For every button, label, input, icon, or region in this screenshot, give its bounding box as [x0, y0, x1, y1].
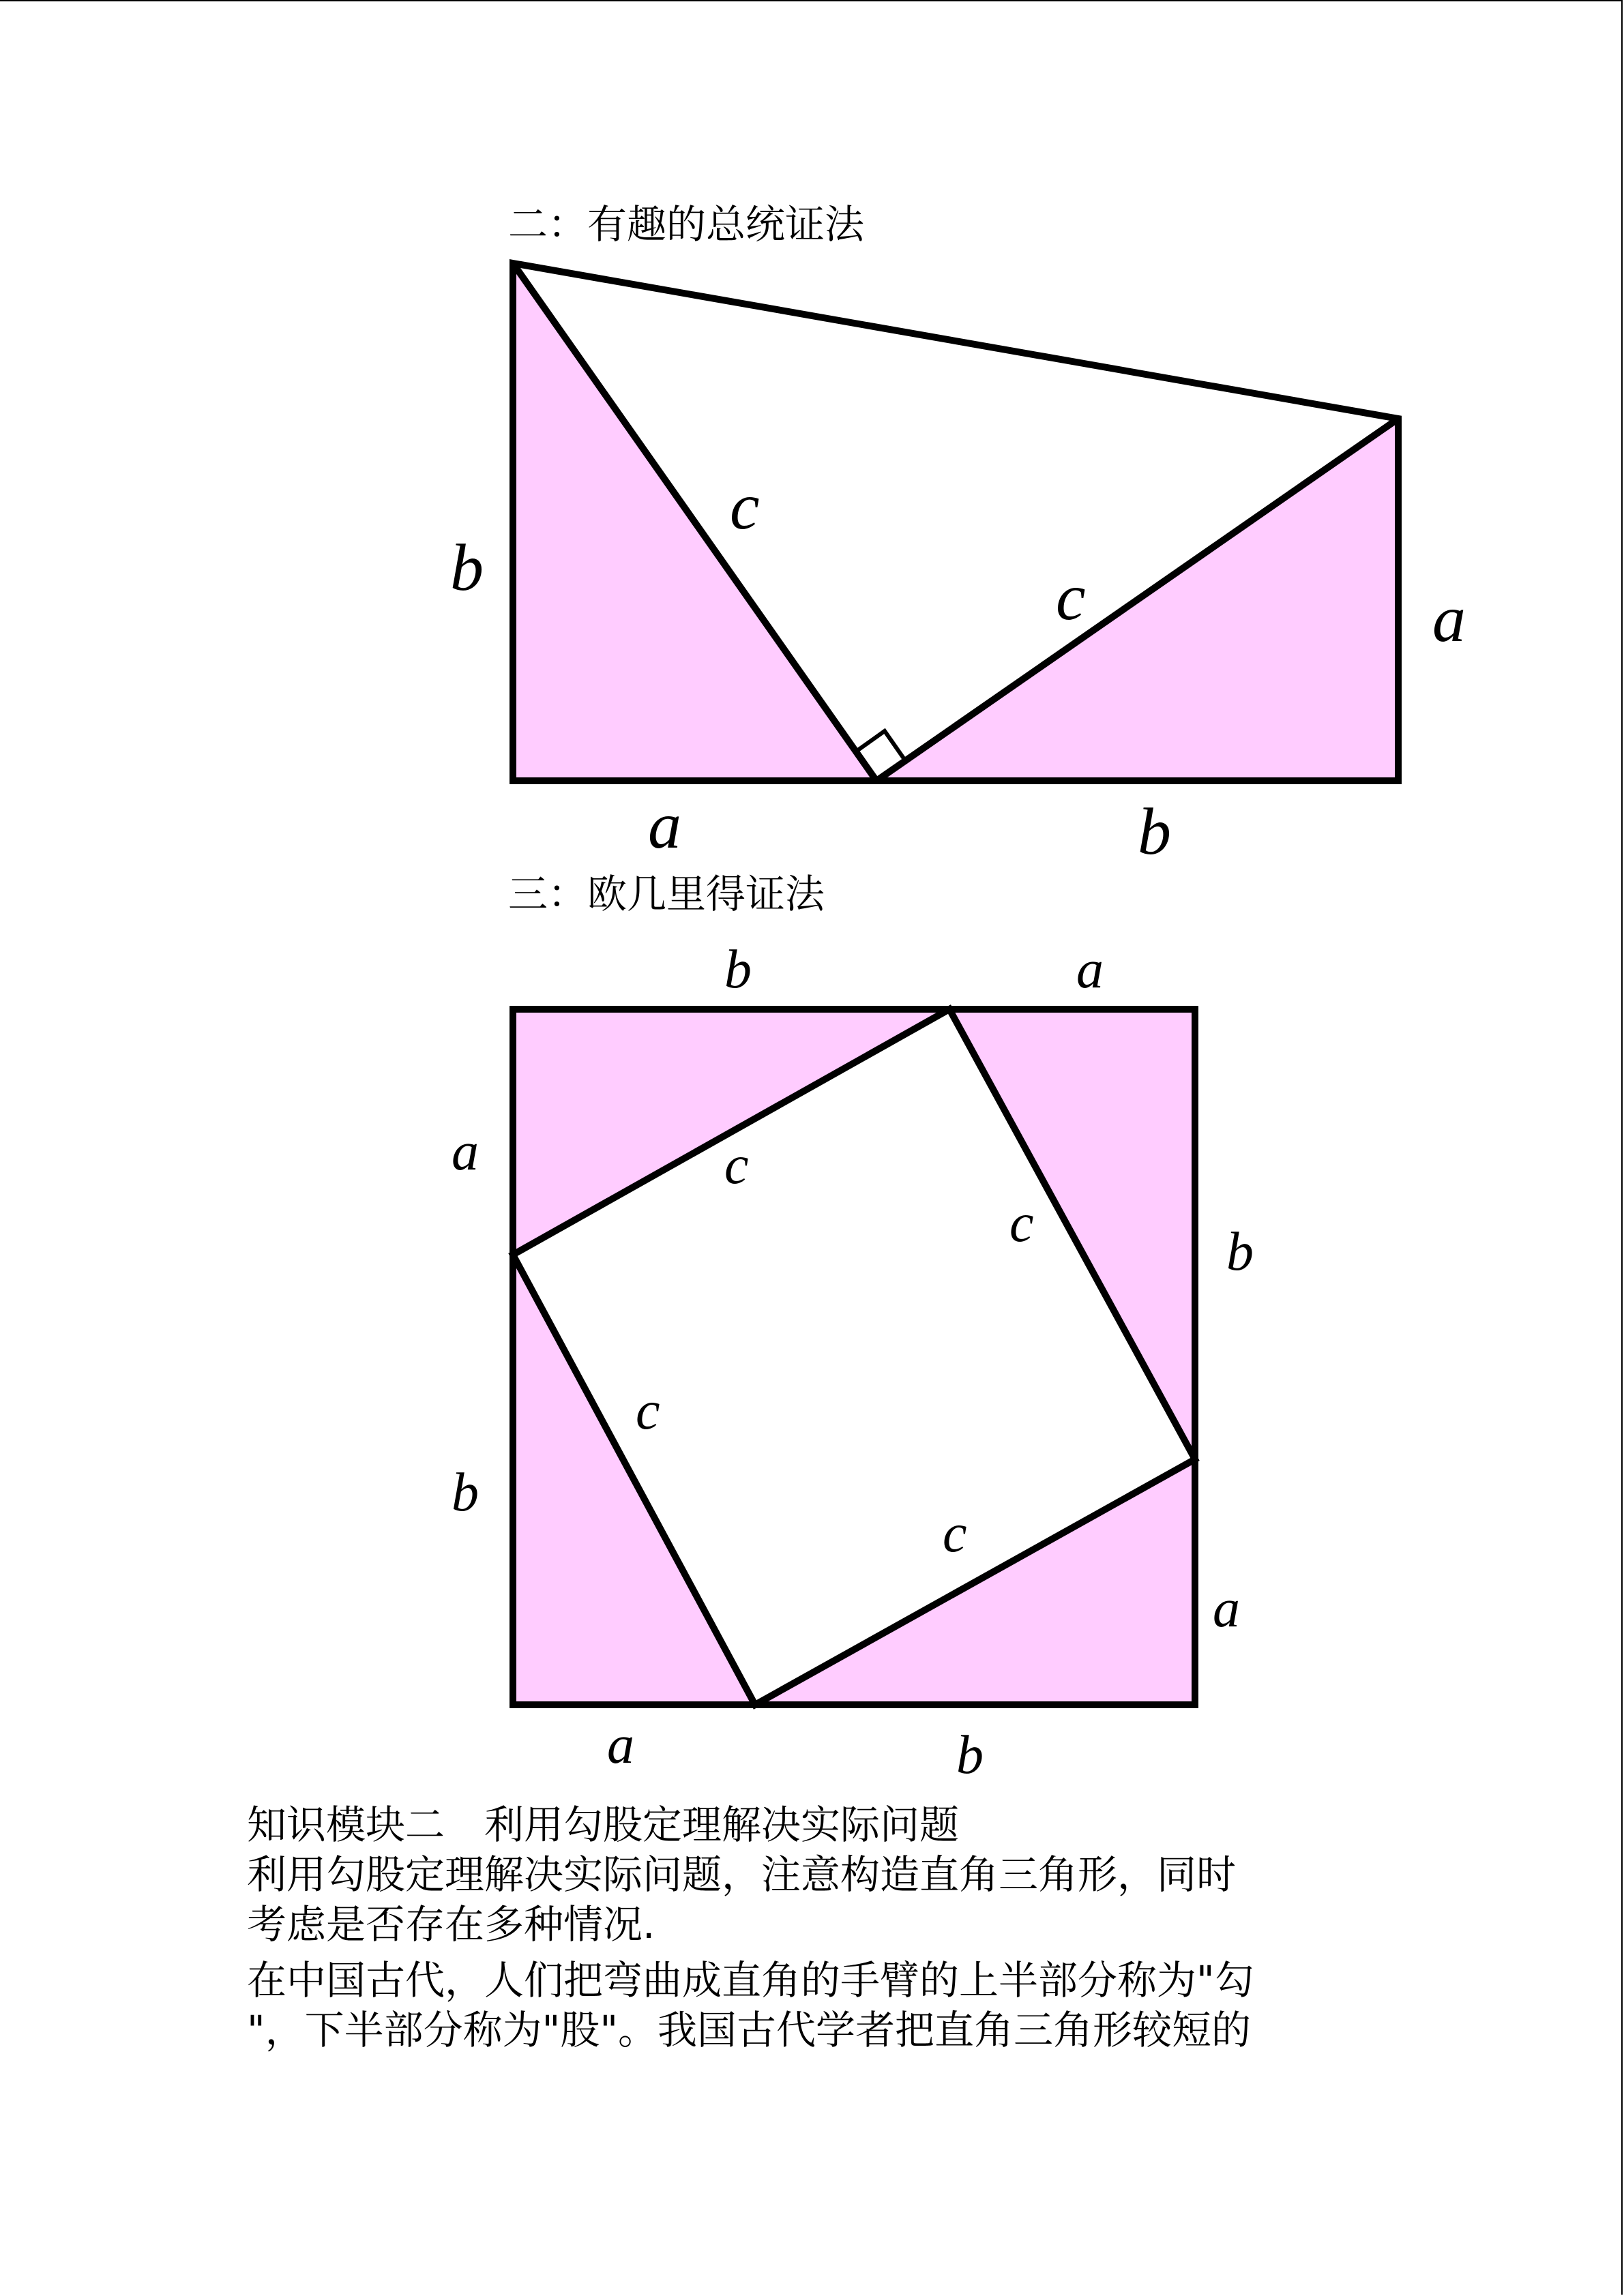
body-line-3: 在中国古代，人们把弯曲成直角的手臂的上半部分称为"勾: [247, 1957, 1254, 2003]
label-c-left: c: [636, 1381, 660, 1441]
president-proof-title: 二：有趣的总统证法: [508, 201, 865, 248]
label-a-bottom: a: [607, 1715, 634, 1775]
body-line-4: "，下半部分称为"股"。我国古代学者把直角三角形较短的: [247, 2007, 1252, 2053]
label-b-top: b: [724, 940, 752, 1000]
label-c-bottom: c: [943, 1504, 967, 1564]
body-line-1: 利用勾股定理解决实际问题，注意构造直角三角形，同时: [247, 1851, 1237, 1898]
label-a-left: a: [452, 1122, 479, 1182]
label-c-top: c: [724, 1135, 749, 1195]
label-b-right: b: [1226, 1222, 1254, 1282]
label-c-right: c: [1009, 1193, 1034, 1253]
label-b-left: b: [452, 1463, 479, 1523]
euclid-proof-title: 三：欧几里得证法: [508, 871, 825, 917]
label-c-hyp2: c: [1056, 561, 1086, 634]
label-c-hyp1: c: [730, 470, 760, 543]
label-b-bottom: b: [1138, 795, 1171, 869]
module-title: 知识模块二 利用勾股定理解决实际问题: [247, 1802, 960, 1848]
label-a-bottom: a: [648, 789, 681, 863]
label-a-right: a: [1432, 582, 1466, 656]
label-b-bottom: b: [956, 1725, 984, 1785]
body-line-2: 考虑是否存在多种情况.: [247, 1901, 655, 1948]
label-a-top: a: [1076, 940, 1104, 1000]
label-b-left: b: [450, 531, 484, 605]
label-a-right: a: [1213, 1579, 1240, 1639]
